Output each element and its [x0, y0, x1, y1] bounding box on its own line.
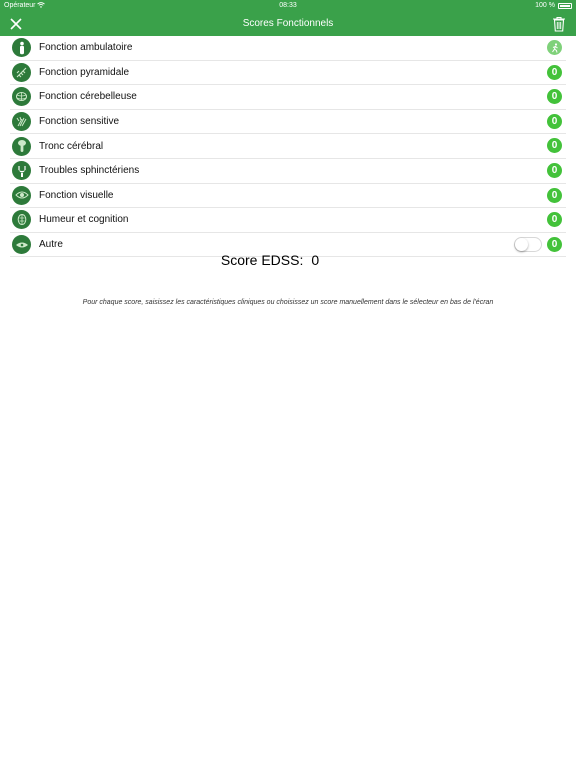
row-label: Humeur et cognition [39, 214, 129, 226]
score-badge[interactable]: 0 [547, 114, 562, 129]
other-toggle[interactable] [514, 237, 542, 252]
row-label: Fonction sensitive [39, 116, 120, 128]
edss-label: Score EDSS: [220, 252, 304, 268]
score-badge[interactable]: 0 [547, 237, 562, 252]
edss-score [0, 252, 540, 268]
row-label: Troubles sphinctériens [39, 165, 140, 177]
score-badge[interactable]: 0 [547, 65, 562, 80]
walk-icon[interactable] [547, 40, 562, 55]
ambulatory-icon [12, 38, 31, 57]
battery-text: 100 % [535, 2, 555, 9]
sphincter-icon [12, 161, 31, 180]
pyramidal-icon [12, 63, 31, 82]
row-sphincter[interactable] [10, 159, 566, 184]
row-label: Autre [39, 239, 63, 251]
toggle-knob [515, 238, 528, 251]
sensory-icon [12, 112, 31, 131]
battery-icon [558, 3, 572, 9]
score-badge[interactable]: 0 [547, 212, 562, 227]
status-bar [0, 0, 576, 12]
row-pyramidal[interactable] [10, 61, 566, 86]
row-visual[interactable] [10, 184, 566, 209]
row-brainstem[interactable] [10, 134, 566, 159]
edss-value: 0 [311, 252, 320, 268]
clock: 08:33 [279, 2, 297, 9]
row-ambulatory[interactable] [10, 36, 566, 61]
score-badge[interactable]: 0 [547, 163, 562, 178]
row-mood-cognition[interactable] [10, 208, 566, 233]
carrier-text: Opérateur [4, 2, 36, 9]
app-header [0, 0, 576, 36]
battery-status [535, 0, 572, 12]
score-badge[interactable]: 0 [547, 188, 562, 203]
row-label: Fonction ambulatoire [39, 42, 133, 54]
row-cerebellar[interactable] [10, 85, 566, 110]
row-sensory[interactable] [10, 110, 566, 135]
row-label: Fonction pyramidale [39, 66, 130, 78]
instruction-text: Pour chaque score, saisissez les caractéristiques cliniques ou choisissez un score manuellement dans le sélecteur en bas de l'écran [82, 299, 494, 306]
score-badge[interactable]: 0 [547, 138, 562, 153]
page-title: Scores Fonctionnels [242, 18, 334, 29]
functional-score-list [10, 36, 566, 257]
navigation-bar [0, 12, 576, 36]
mood-icon [12, 210, 31, 229]
row-label: Fonction cérebelleuse [39, 91, 137, 103]
row-label: Tronc cérébral [39, 140, 104, 152]
trash-icon[interactable] [552, 16, 566, 32]
row-label: Fonction visuelle [39, 189, 114, 201]
eye-icon [12, 186, 31, 205]
cerebellum-icon [12, 87, 31, 106]
brainstem-icon [12, 137, 31, 156]
score-badge[interactable]: 0 [547, 89, 562, 104]
